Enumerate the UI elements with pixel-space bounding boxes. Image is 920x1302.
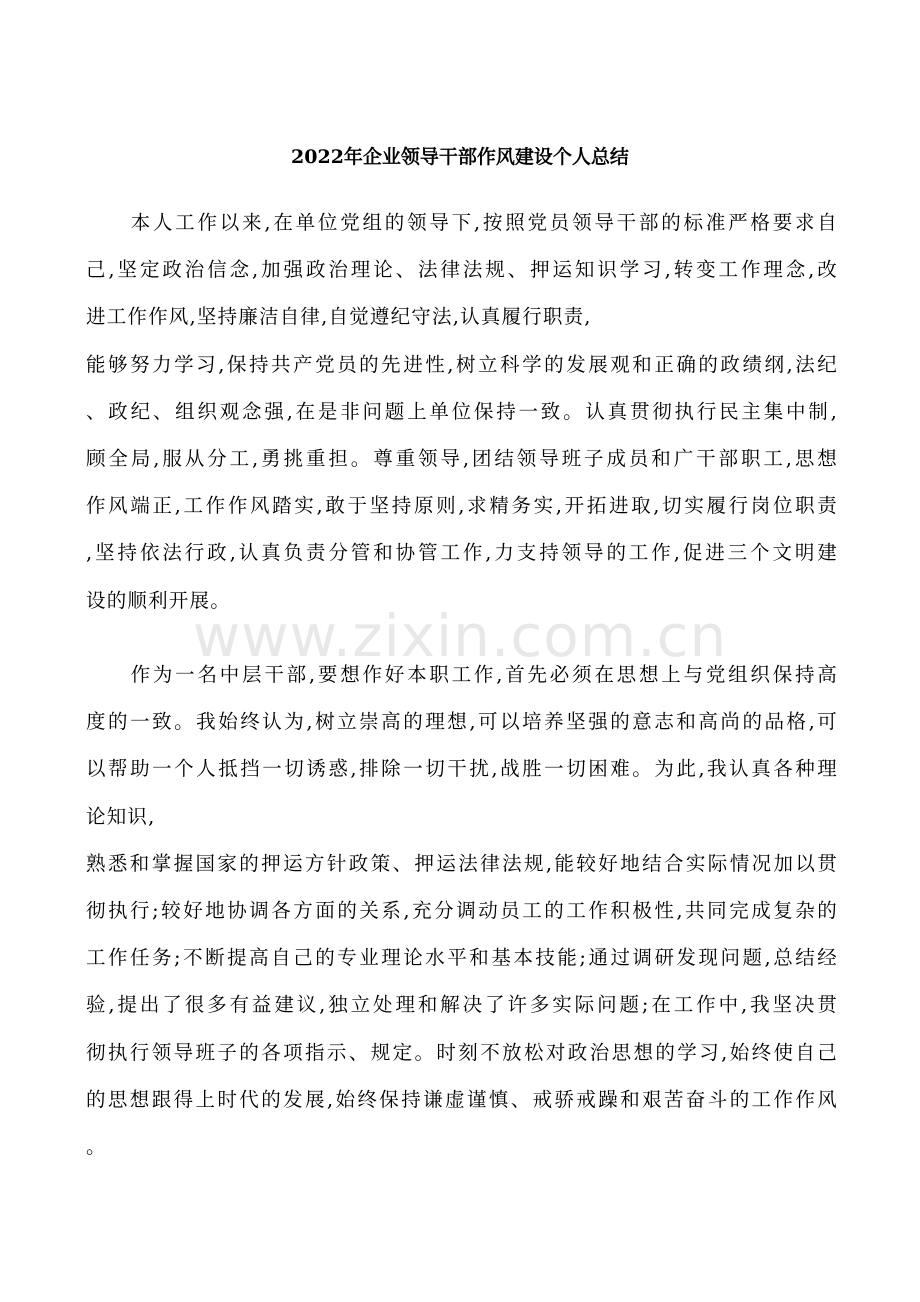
paragraph-2-line: 作为一名中层干部,要想作好本职工作,首先必须在思想上与党组织保持高 [86, 663, 838, 686]
paragraph-1-line: 己,坚定政治信念,加强政治理论、法律法规、押运知识学习,转变工作理念,改 [86, 258, 838, 282]
paragraph-1-line: 作风端正,工作作风踏实,敢于坚持原则,求精务实,开拓进取,切实履行岗位职责 [86, 494, 838, 518]
paragraph-2-line: 以帮助一个人抵挡一切诱惑,排除一切干扰,战胜一切困难。为此,我认真各种理 [86, 757, 838, 781]
paragraph-2-line: 彻执行;较好地协调各方面的关系,充分调动员工的工作积极性,共同完成复杂的 [86, 898, 838, 922]
paragraph-1-line: 能够努力学习,保持共产党员的先进性,树立科学的发展观和正确的政绩纲,法纪 [86, 352, 838, 376]
paragraph-1 [86, 208, 838, 633]
paragraph-2-line: 工作任务;不断提高自己的专业理论水平和基本技能;通过调研发现问题,总结经 [86, 946, 838, 970]
paragraph-2-line: 。 [86, 1134, 107, 1158]
paragraph-2-line: 的思想跟得上时代的发展,始终保持谦虚谨慎、戒骄戒躁和艰苦奋斗的工作作风 [86, 1087, 838, 1111]
paragraph-1-line: ,坚持依法行政,认真负责分管和协管工作,力支持领导的工作,促进三个文明建 [86, 541, 838, 565]
paragraph-1-line: 进工作作风,坚持廉洁自律,自觉遵纪守法,认真履行职责, [86, 305, 592, 329]
paragraph-1-line: 本人工作以来,在单位党组的领导下,按照党员领导干部的标准严格要求自 [86, 211, 838, 234]
paragraph-2-line: 论知识, [86, 804, 156, 828]
document-title: 2022年企业领导干部作风建设个人总结 [291, 146, 629, 168]
paragraph-1-line: 顾全局,服从分工,勇挑重担。尊重领导,团结领导班子成员和广干部职工,思想 [86, 446, 838, 470]
paragraph-2-line: 彻执行领导班子的各项指示、规定。时刻不放松对政治思想的学习,始终使自己 [86, 1040, 838, 1064]
watermark-text: www.zixin.com.cn [192, 602, 728, 670]
paragraph-2 [86, 660, 838, 1179]
paragraph-1-line: 、政纪、组织观念强,在是非问题上单位保持一致。认真贯彻执行民主集中制, [86, 399, 838, 423]
paragraph-2-line: 熟悉和掌握国家的押运方针政策、押运法律法规,能较好地结合实际情况加以贯 [86, 851, 838, 875]
paragraph-2-line: 验,提出了很多有益建议,独立处理和解决了许多实际问题;在工作中,我坚决贯 [86, 993, 838, 1017]
paragraph-2-line: 度的一致。我始终认为,树立崇高的理想,可以培养坚强的意志和高尚的品格,可 [86, 710, 838, 734]
paragraph-1-line: 设的顺利开展。 [86, 588, 231, 612]
